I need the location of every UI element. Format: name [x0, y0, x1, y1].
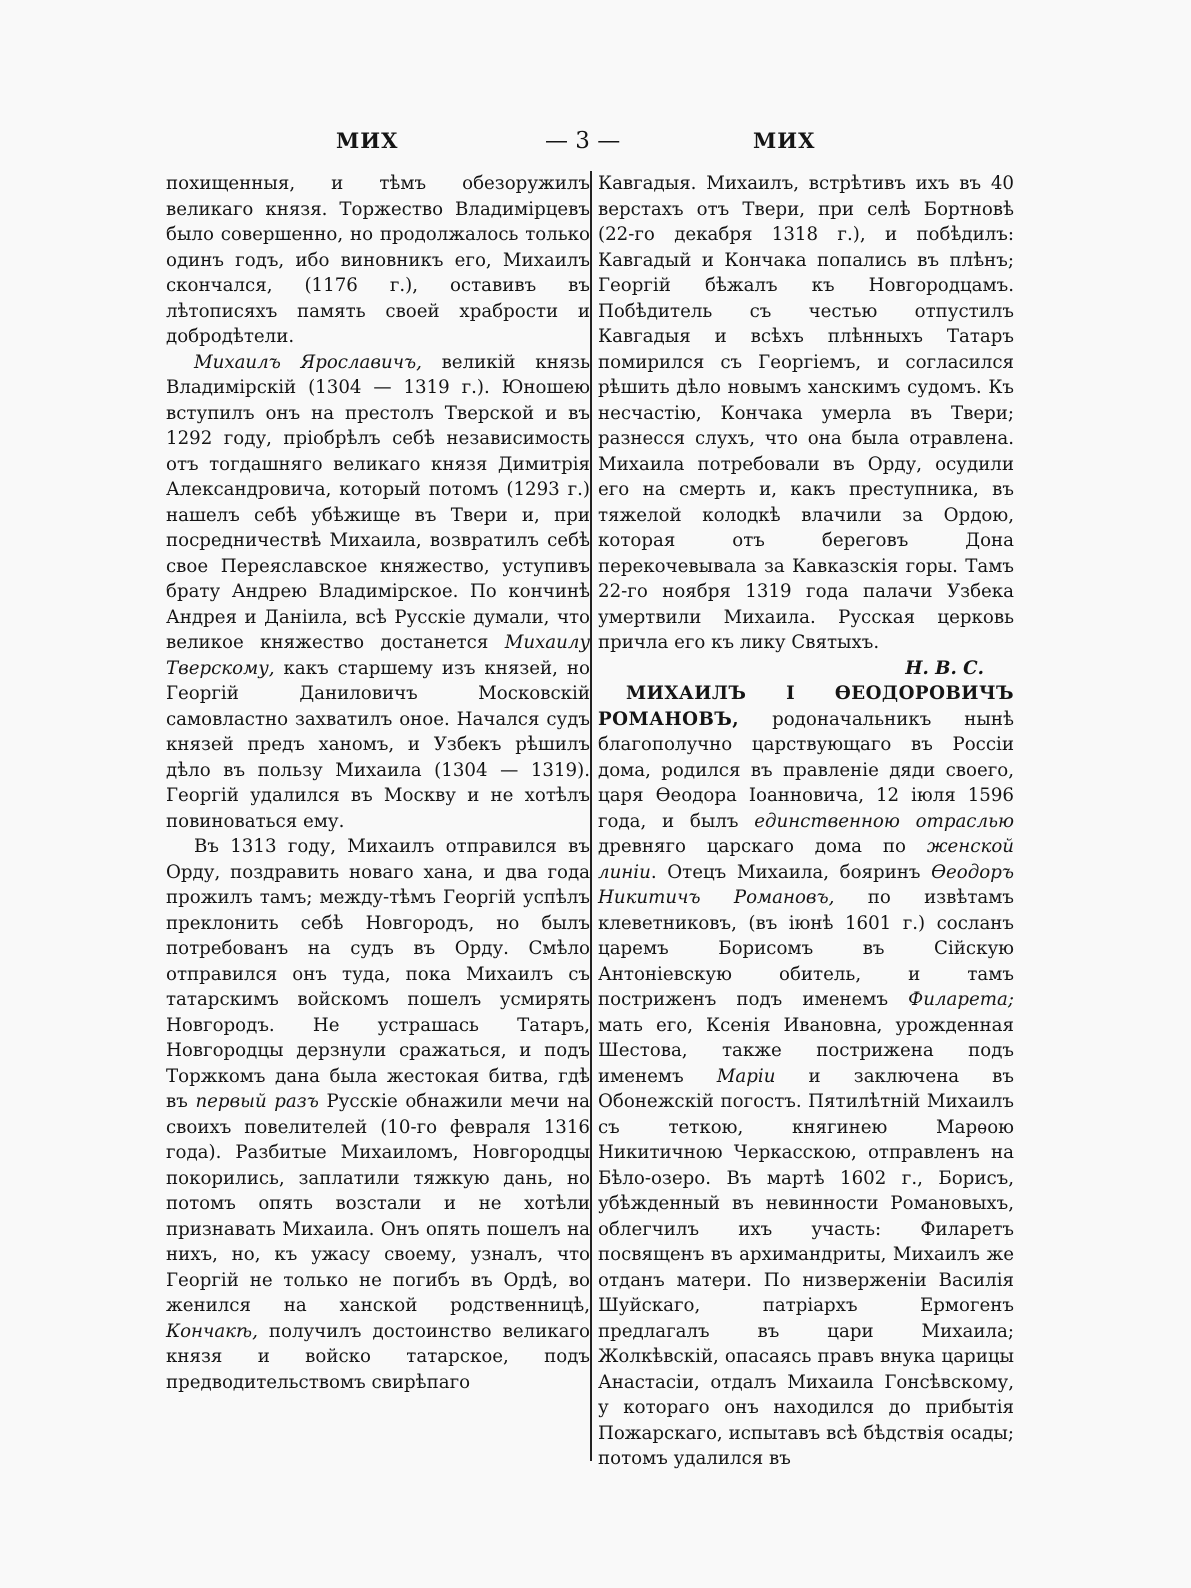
emphasis-text: Ѳеодоръ Никитичъ Романовъ,: [598, 861, 1014, 908]
entry-name: Михаилъ Ярославичъ,: [194, 351, 422, 373]
paragraph-continued: Кавгадыя. Михаилъ, встрѣтивъ ихъ въ 40 верстахъ отъ Твери, при селѣ Бортновѣ (22-го декабря 1318 г.), и побѣдилъ: Кавгадый и Кончака попались въ плѣнъ; Георгій бѣжалъ къ Новгородцамъ. Побѣдитель съ честью отпустилъ Кавгадыя и всѣхъ плѣнныхъ Татаръ помирился съ Георгіемъ, и согласился рѣшить дѣло новымъ ханскимъ судомъ. Къ несчастію, Кончака умерла въ Твери; разнесся слухъ, что она была отравлена. Михаила потребовали въ Орду, осудили его на смерть и, какъ преступника, въ тяжелой колодкѣ влачили за Ордою, которая отъ береговъ Дона перекочевывала за Кавказскія горы. Тамъ 22-го ноября 1319 года палачи Узбека умертвили Михаила. Русская церковь причла его къ лику Святыхъ.: [598, 173, 1014, 653]
paragraph-text: какъ старшему изъ князей, но Георгій Даниловичъ Московскій самовластно захватилъ оное. Начался судъ князей предъ ханомъ, и Узбекъ рѣшилъ дѣло въ пользу Михаила (1304 — 1319). Георгій удалился въ Москву и не хотѣлъ повиноваться ему.: [166, 657, 590, 832]
paragraph-text: Въ 1313 году, Михаилъ отправился въ Орду, поздравить новаго хана, и два года прожилъ тамъ; между-тѣмъ Георгій успѣлъ преклонить себѣ Новгородъ, но былъ потребованъ на судъ въ Орду. Смѣло отправился онъ туда, пока Михаилъ съ татарскимъ войскомъ пошелъ усмирять Новгородъ. Не устрашась Татаръ, Новгородцы дерзнули сражаться, и подъ Торжкомъ дана была жестокая битва, гдѣ въ: [166, 836, 590, 1112]
paragraph-text: получилъ достоинство великаго князя и войско татарское, подъ предводительствомъ свирѣпаго: [166, 1320, 590, 1393]
emphasis-text: Кончакѣ,: [166, 1320, 258, 1342]
paragraph-text: древняго царскаго дома по: [598, 836, 927, 857]
paragraph-text: родоначальникъ нынѣ благополучно царствующаго въ Россіи дома, родился въ правленіе дяди своего, царя Ѳеодора Іоанновича, 12 іюля 1596 года, и былъ: [598, 708, 1014, 832]
paragraph-mikhail-romanov: [598, 681, 1014, 1472]
page-number: — 3 —: [545, 128, 621, 154]
paragraph-text: Русскіе обнажили мечи на своихъ повелителей (10-го февраля 1316 года). Разбитые Михаиломъ, Новгородцы покорились, заплатили тяжкую дань, но потомъ опять возстали и не хотѣли признавать Михаила. Онъ опять пошелъ на нихъ, но, къ ужасу своему, узналъ, что Георгій не только не погибъ въ Ордѣ, во женился на ханской родственницѣ,: [166, 1091, 590, 1316]
paragraph-text: мать его, Ксенія Ивановна, урожденная Шестова, также пострижена подъ именемъ: [598, 1014, 1014, 1087]
author-signature: Н. В. С.: [905, 657, 984, 679]
entry-heading: МИХАИЛЪ I ѲЕОДОРОВИЧЪ РОМАНОВЪ,: [598, 683, 1014, 730]
paragraph-1313: [166, 834, 590, 1395]
running-head-right: МИХ: [753, 128, 816, 153]
left-column: [166, 171, 590, 1395]
running-head-left: МИХ: [336, 128, 399, 153]
paragraph-continued: похищенныя, и тѣмъ обезоружилъ великаго князя. Торжество Владимірцевъ было совершенно, но продолжалось только одинъ годъ, ибо виновникъ его, Михаилъ скончался, (1176 г.), оставивъ въ лѣтописяхъ память своей храбрости и добродѣтели.: [166, 173, 590, 347]
emphasis-text: Маріи: [716, 1065, 776, 1087]
right-column: [598, 171, 1014, 1472]
emphasis-text: первый разъ: [195, 1091, 319, 1112]
column-divider: [590, 171, 592, 1461]
paragraph-text: по извѣтамъ клеветниковъ, (въ іюнѣ 1601 г.) сосланъ царемъ Борисомъ въ Сійскую Антоніевскую обитель, и тамъ постриженъ подъ именемъ: [598, 887, 1014, 1010]
emphasis-text: Михаилу Тверскому,: [166, 632, 590, 679]
paragraph-mikhail-yaroslavich: [166, 350, 590, 835]
paragraph-text: великій князь Владимірскій (1304 — 1319 г.). Юношею вступилъ онъ на престолъ Тверской и въ 1292 году, пріобрѣлъ себѣ независимость отъ тогдашняго великаго князя Димитрія Александровича, который потомъ (1293 г.) нашелъ себѣ убѣжище въ Твери и, при посредничествѣ Михаила, возвратилъ себѣ свое Переяславское княжество, уступивъ брату Андрею Владимірское. По кончинѣ Андрея и Даніила, всѣ Русскіе думали, что великое княжество достанется: [166, 351, 590, 653]
emphasis-text: Филарета;: [908, 989, 1014, 1010]
emphasis-text: женской линіи: [598, 836, 1014, 883]
paragraph-text: и заключена въ Обонежскій погостъ. Пятилѣтній Михаилъ съ теткою, княгинею Марѳою Никитичною Черкасскою, отправленъ на Бѣло-озеро. Въ мартѣ 1602 г., Борисъ, убѣжденный въ невинности Романовыхъ, облегчилъ ихъ участь: Филаретъ посвященъ въ архимандриты, Михаилъ же отданъ матери. По низверженіи Василія Шуйскаго, патріархъ Ермогенъ предлагалъ въ цари Михаила; Жолкѣвскій, опасаясь правъ внука царицы Анастасіи, отдалъ Михаила Гонсѣвскому, у котораго онъ находился до прибытія Пожарскаго, испытавъ всѣ бѣдствія осады; потомъ удалился въ: [598, 1065, 1014, 1469]
emphasis-text: единственною отраслью: [754, 810, 1014, 832]
paragraph-text: . Отецъ Михаила, бояринъ: [650, 861, 932, 883]
